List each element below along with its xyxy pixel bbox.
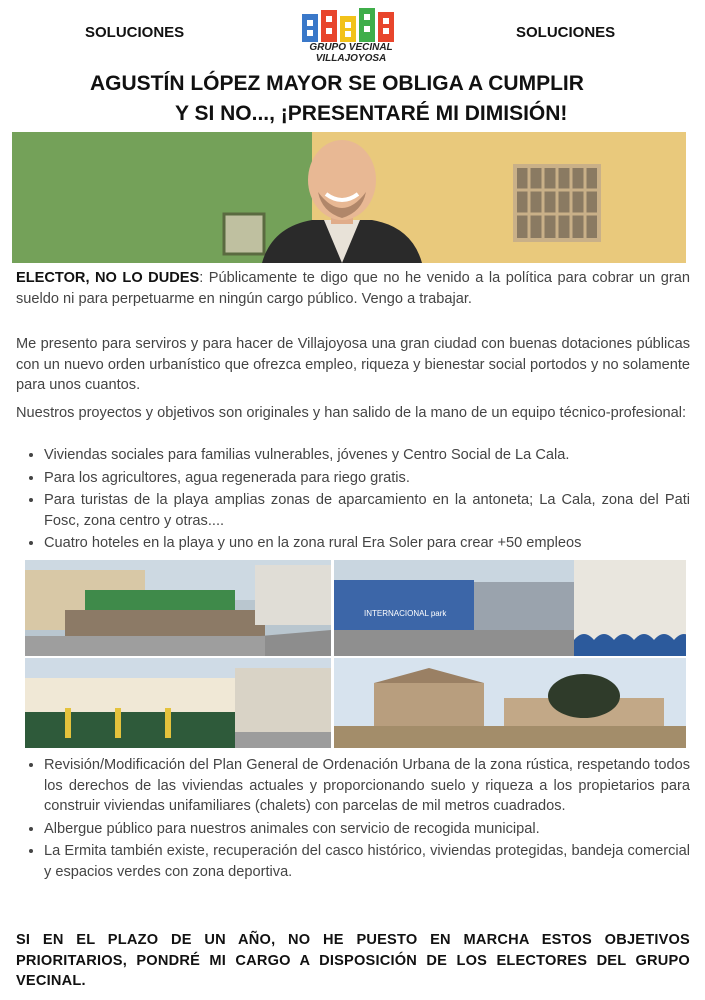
photo-street xyxy=(25,560,331,656)
photo-park xyxy=(334,560,686,656)
closing-statement: SI EN EL PLAZO DE UN AÑO, NO HE PUESTO EN MARCHA ESTOS OBJETIVOS PRIORITARIOS, PONDRÉ MI CARGO A DISPOSICIÓN DE LOS ELECTORES DEL GRUPO VECINAL. xyxy=(16,932,690,989)
objectives-list-2 xyxy=(16,755,690,884)
candidate-photo xyxy=(12,132,686,263)
project-photos xyxy=(25,560,686,748)
headline-line1: AGUSTÍN LÓPEZ MAYOR SE OBLIGA A CUMPLIR xyxy=(90,72,584,95)
header-left-label: SOLUCIONES xyxy=(85,24,185,41)
list-item: • Cuatro hoteles en la playa y uno en la zona rural Era Soler para crear +50 empleos xyxy=(44,533,690,554)
logo-buildings xyxy=(298,8,404,42)
paragraph-3: Nuestros proyectos y objetivos son originales y han salido de la mano de un equipo técnico-profesional: xyxy=(16,405,687,421)
list-item: • Para turistas de la playa amplias zonas de aparcamiento en la antoneta; La Cala, zona del Pati Fosc, zona centro y otras.... xyxy=(44,490,690,531)
list-item: • Albergue público para nuestros animales con servicio de recogida municipal. xyxy=(44,819,690,840)
paragraph-2: Me presento para serviros y para hacer de Villajoyosa una gran ciudad con buenas dotaciones públicas con un nuevo orden urbanístico que ofrezca empleo, riqueza y bienestar social portodos y no solamente para unos cuantos. xyxy=(16,336,690,393)
photo-houses xyxy=(25,658,331,748)
list-item: • Revisión/Modificación del Plan General de Ordenación Urbana de la zona rústica, respetando todos los derechos de las viviendas actuales y proporcionando suelo y riqueza a los propietarios para construir viviendas unifamiliares (chalets) con parcelas de mil metros cuadrados. xyxy=(44,755,690,817)
list-item: • Para los agricultores, agua regenerada para riego gratis. xyxy=(44,468,690,489)
header-right-label: SOLUCIONES xyxy=(516,24,616,41)
intro-text: : Públicamente te digo que no he venido a la política para cobrar un gran sueldo ni para perpetuarme en ningún cargo público. Vengo a trabajar. xyxy=(16,270,690,307)
intro-lead: ELECTOR, NO LO DUDES xyxy=(16,270,200,286)
objectives-list-1 xyxy=(16,445,690,556)
intro-paragraph xyxy=(16,268,690,309)
headline-line2: Y SI NO..., ¡PRESENTARÉ MI DIMISIÓN! xyxy=(175,102,568,125)
logo-text-line1: GRUPO VECINAL xyxy=(309,42,393,53)
logo xyxy=(298,8,404,64)
list-item: • La Ermita también existe, recuperación del casco histórico, viviendas protegidas, bandeja comercial y espacios verdes con zona deportiva. xyxy=(44,841,690,882)
photo-rural xyxy=(334,658,686,748)
park-sign: INTERNACIONAL park xyxy=(364,609,447,618)
list-item: • Viviendas sociales para familias vulnerables, jóvenes y Centro Social de La Cala. xyxy=(44,445,690,466)
logo-text-line2: VILLAJOYOSA xyxy=(315,53,387,64)
